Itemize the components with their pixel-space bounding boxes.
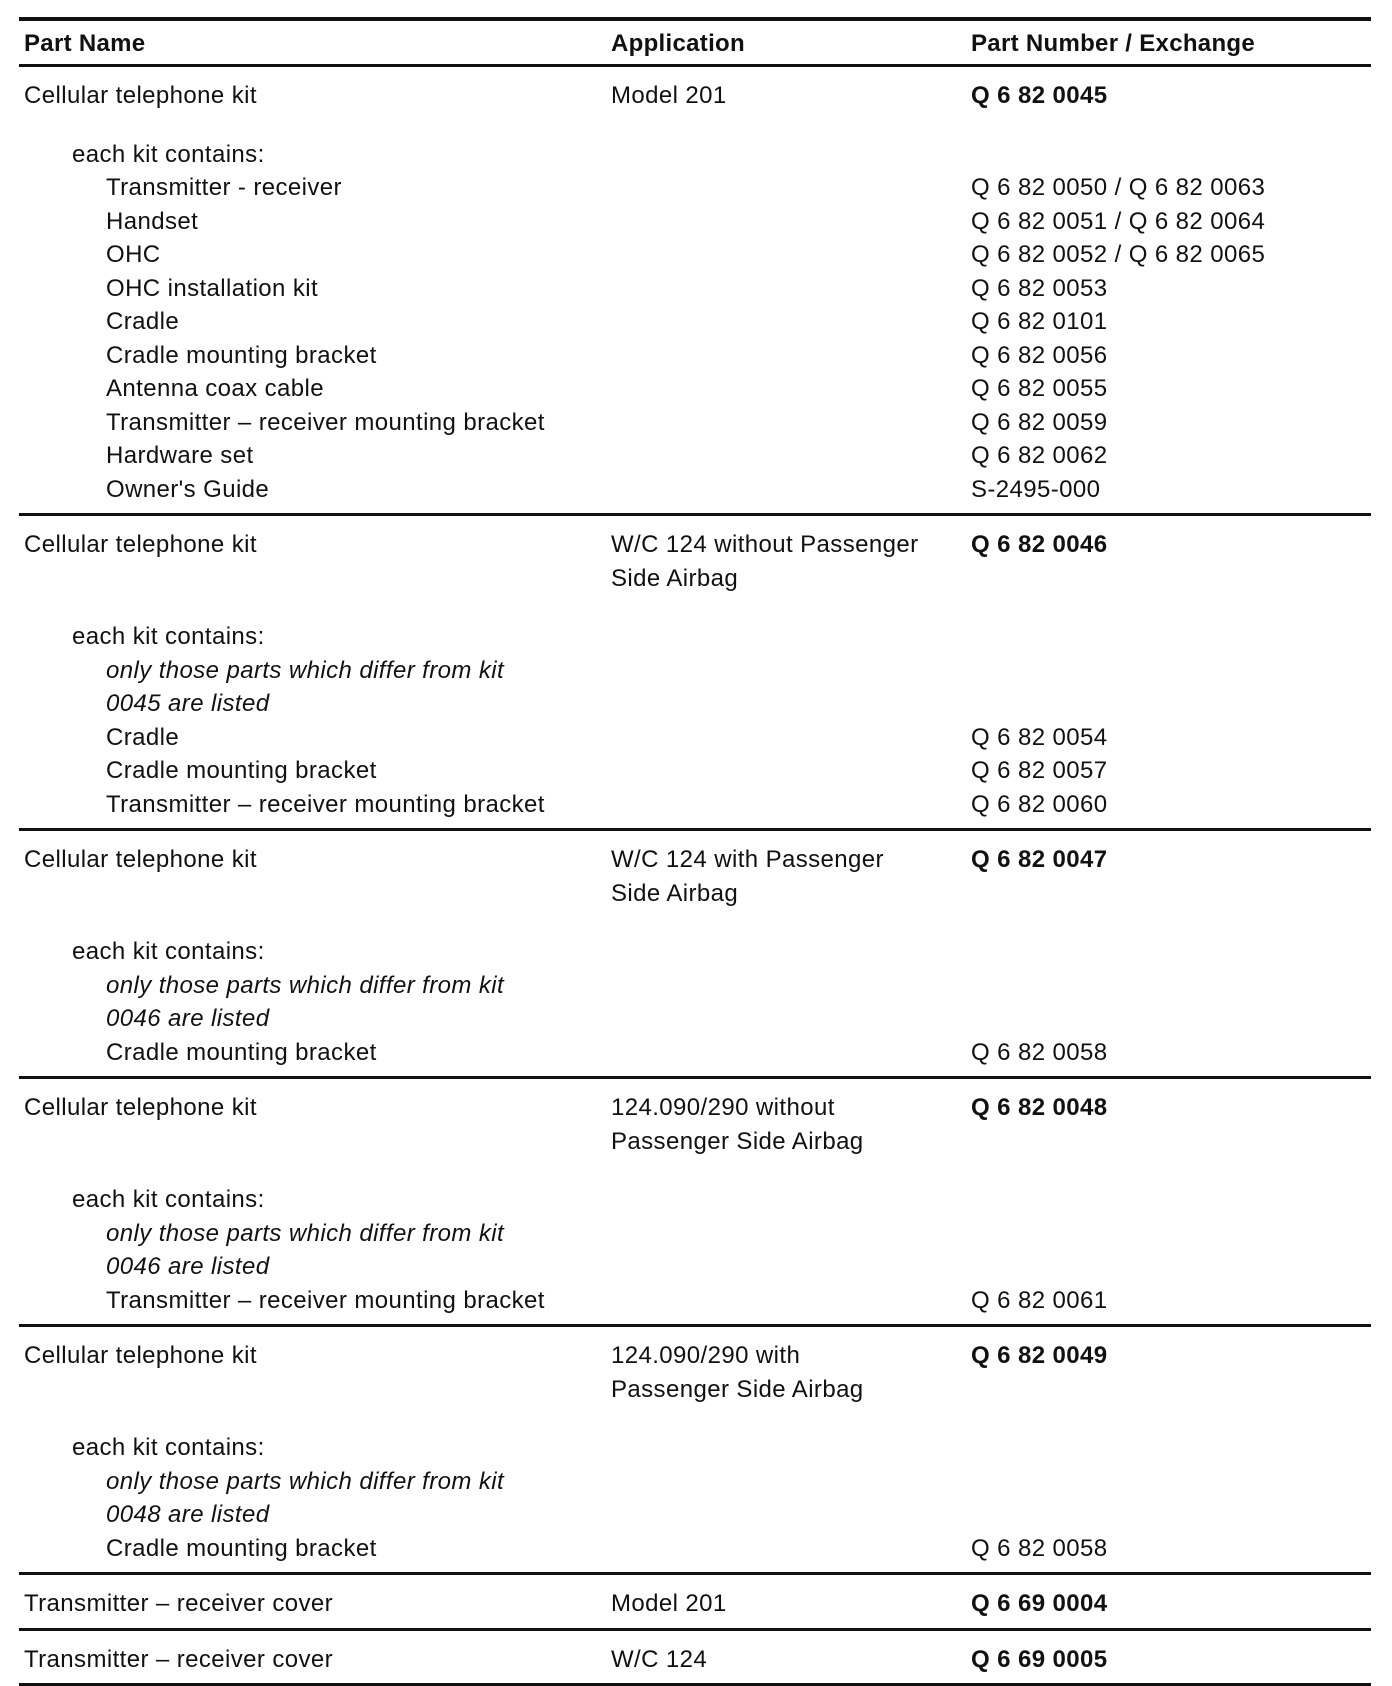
note-text: 0046 are listed xyxy=(106,1253,270,1280)
item-number: Q 6 82 0056 xyxy=(971,341,1108,369)
item-name: Cradle mounting bracket xyxy=(106,757,377,784)
item-number: Q 6 82 0062 xyxy=(971,442,1108,469)
table-body xyxy=(19,67,1371,1686)
table-row xyxy=(19,754,1371,788)
table-row xyxy=(19,238,1371,272)
item-name: OHC installation kit xyxy=(106,274,319,302)
item-number: Q 6 82 0051 / Q 6 82 0064 xyxy=(971,207,1266,235)
item-number: Q 6 82 0101 xyxy=(971,308,1108,335)
item-number: Q 6 82 0058 xyxy=(971,1534,1108,1562)
contains-label: each kit contains: xyxy=(72,1434,265,1461)
item-number: Q 6 82 0053 xyxy=(971,274,1108,302)
part-name: Cellular telephone kit xyxy=(24,1094,257,1121)
table-row xyxy=(19,1284,1371,1318)
table-section xyxy=(19,1327,1371,1572)
note-row xyxy=(19,1498,1371,1532)
spacer xyxy=(19,1406,1371,1431)
item-number: Q 6 82 0059 xyxy=(971,408,1108,436)
item-name: Transmitter – receiver mounting bracket xyxy=(106,408,545,436)
section-main-row xyxy=(19,877,1371,911)
note-row xyxy=(19,687,1371,721)
item-name: Transmitter - receiver xyxy=(106,174,342,201)
application: 124.090/290 with xyxy=(611,1342,801,1369)
section-main-row xyxy=(19,528,1371,562)
spacer xyxy=(19,113,1371,138)
contains-row xyxy=(19,620,1371,654)
note-row xyxy=(19,969,1371,1003)
table-row xyxy=(19,721,1371,755)
table-section xyxy=(19,516,1371,828)
item-number: Q 6 82 0050 / Q 6 82 0063 xyxy=(971,174,1266,201)
section-main-row xyxy=(19,1339,1371,1373)
note-text: 0048 are listed xyxy=(106,1501,270,1528)
note-text: only those parts which differ from kit xyxy=(106,1219,505,1247)
part-name: Cellular telephone kit xyxy=(24,1342,257,1369)
application: Model 201 xyxy=(611,1590,727,1617)
contains-row xyxy=(19,138,1371,172)
note-row xyxy=(19,1002,1371,1036)
application: 124.090/290 without xyxy=(611,1094,835,1121)
application: Side Airbag xyxy=(611,564,739,592)
section-main-row xyxy=(19,1373,1371,1407)
header-application: Application xyxy=(611,30,745,57)
contains-row xyxy=(19,935,1371,969)
table-section xyxy=(19,1079,1371,1324)
note-row xyxy=(19,1217,1371,1251)
contains-label: each kit contains: xyxy=(72,1186,265,1213)
contains-label: each kit contains: xyxy=(72,938,265,965)
table-section xyxy=(19,831,1371,1076)
contains-label: each kit contains: xyxy=(72,140,265,168)
contains-row xyxy=(19,1431,1371,1465)
table-row xyxy=(19,439,1371,473)
note-text: only those parts which differ from kit xyxy=(106,1467,505,1495)
spacer xyxy=(19,910,1371,935)
section-main-row xyxy=(19,1125,1371,1159)
note-row xyxy=(19,1250,1371,1284)
part-number: Q 6 82 0049 xyxy=(971,1342,1108,1369)
item-name: Cradle mounting bracket xyxy=(106,1534,377,1562)
table-row xyxy=(19,171,1371,205)
item-name: Transmitter – receiver mounting bracket xyxy=(106,1286,545,1314)
table-row xyxy=(19,788,1371,822)
application: W/C 124 xyxy=(611,1645,708,1673)
header-part-name: Part Name xyxy=(24,30,146,57)
item-number: Q 6 82 0054 xyxy=(971,723,1108,751)
part-number: Q 6 82 0045 xyxy=(971,82,1108,109)
item-name: Antenna coax cable xyxy=(106,375,325,402)
item-number: Q 6 82 0052 / Q 6 82 0065 xyxy=(971,241,1266,268)
item-name: OHC xyxy=(106,241,161,268)
table-section xyxy=(19,1575,1371,1628)
section-main-row xyxy=(19,1091,1371,1125)
item-name: Hardware set xyxy=(106,442,254,469)
item-name: Handset xyxy=(106,207,199,235)
section-main-row xyxy=(19,562,1371,596)
item-name: Owner's Guide xyxy=(106,475,270,503)
table-row xyxy=(19,272,1371,306)
part-name: Cellular telephone kit xyxy=(24,82,257,109)
table-header xyxy=(19,21,1371,64)
table-row xyxy=(19,305,1371,339)
table-row xyxy=(19,339,1371,373)
application: W/C 124 without Passenger xyxy=(611,531,919,558)
header-part-number: Part Number / Exchange xyxy=(971,30,1256,57)
application: Passenger Side Airbag xyxy=(611,1375,864,1403)
application: W/C 124 with Passenger xyxy=(611,846,884,873)
table-row xyxy=(19,1036,1371,1070)
item-number: S-2495-000 xyxy=(971,475,1101,503)
table-section xyxy=(19,67,1371,513)
table-row xyxy=(19,205,1371,239)
part-number: Q 6 82 0048 xyxy=(971,1094,1108,1121)
table-section xyxy=(19,1631,1371,1684)
part-number: Q 6 82 0047 xyxy=(971,846,1108,873)
contains-label: each kit contains: xyxy=(72,623,265,650)
section-main-row xyxy=(19,79,1371,113)
part-name: Transmitter – receiver cover xyxy=(24,1590,334,1617)
table-row xyxy=(19,372,1371,406)
note-row xyxy=(19,1465,1371,1499)
table-row xyxy=(19,473,1371,507)
parts-table xyxy=(19,17,1371,1686)
section-main-row xyxy=(19,843,1371,877)
note-text: 0046 are listed xyxy=(106,1005,270,1032)
part-name: Transmitter – receiver cover xyxy=(24,1645,334,1673)
item-number: Q 6 82 0060 xyxy=(971,790,1108,818)
application: Model 201 xyxy=(611,82,727,109)
table-row xyxy=(19,406,1371,440)
note-text: only those parts which differ from kit xyxy=(106,971,505,999)
part-number: Q 6 69 0005 xyxy=(971,1645,1108,1673)
item-number: Q 6 82 0061 xyxy=(971,1286,1108,1314)
part-number: Q 6 69 0004 xyxy=(971,1590,1108,1617)
item-name: Cradle xyxy=(106,723,180,751)
item-number: Q 6 82 0058 xyxy=(971,1038,1108,1066)
part-number: Q 6 82 0046 xyxy=(971,531,1108,558)
contains-row xyxy=(19,1183,1371,1217)
item-name: Cradle mounting bracket xyxy=(106,1038,377,1066)
application: Passenger Side Airbag xyxy=(611,1127,864,1155)
spacer xyxy=(19,1158,1371,1183)
section-main-row xyxy=(19,1587,1371,1621)
item-name: Cradle xyxy=(106,308,180,335)
spacer xyxy=(19,595,1371,620)
table-row xyxy=(19,1532,1371,1566)
note-text: 0045 are listed xyxy=(106,690,270,717)
part-name: Cellular telephone kit xyxy=(24,846,257,873)
part-name: Cellular telephone kit xyxy=(24,531,257,558)
item-number: Q 6 82 0057 xyxy=(971,757,1108,784)
item-number: Q 6 82 0055 xyxy=(971,375,1108,402)
note-text: only those parts which differ from kit xyxy=(106,656,505,684)
item-name: Cradle mounting bracket xyxy=(106,341,377,369)
note-row xyxy=(19,654,1371,688)
item-name: Transmitter – receiver mounting bracket xyxy=(106,790,545,818)
application: Side Airbag xyxy=(611,879,739,907)
section-main-row xyxy=(19,1643,1371,1677)
